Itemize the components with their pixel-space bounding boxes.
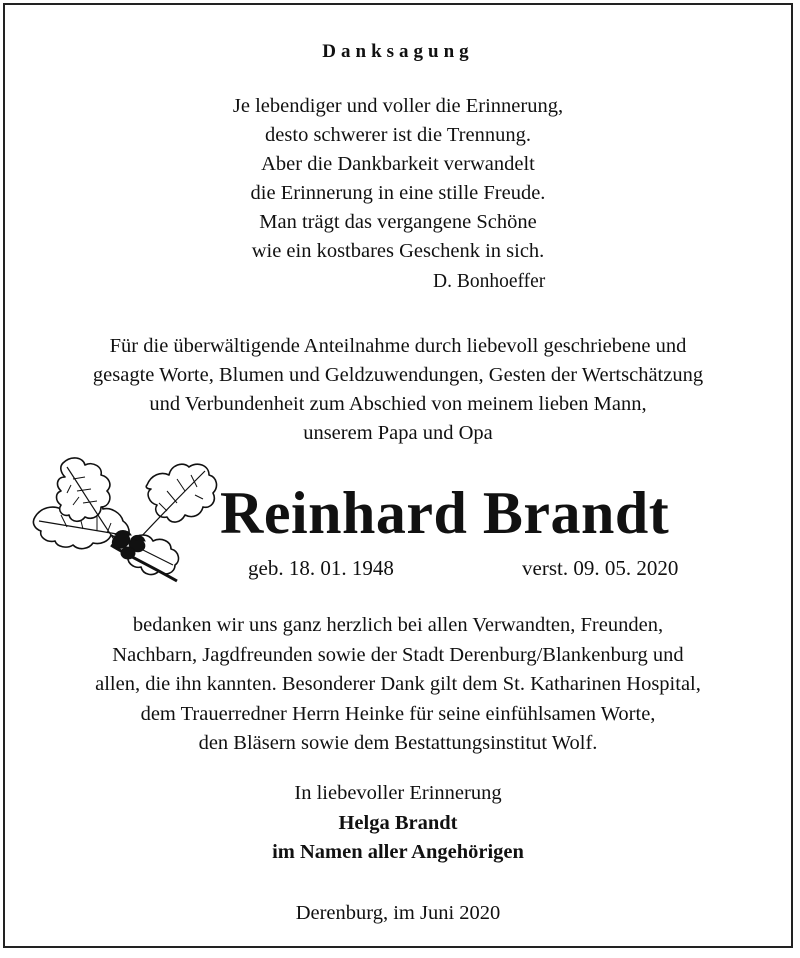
death-date: verst. 09. 05. 2020	[522, 556, 679, 580]
birth-date: geb. 18. 01. 1948	[248, 556, 394, 580]
acknowledgement-block	[5, 611, 791, 759]
acknowledgement-line: bedanken wir uns ganz herzlich bei allen Verwandten, Freunden,	[132, 614, 664, 636]
heading: Danksagung	[322, 41, 474, 62]
thanks-line: Für die überwältigende Anteilnahme durch liebevoll geschriebene und	[109, 335, 687, 357]
oak-leaves-acorn-icon	[27, 445, 222, 587]
thanks-line: und Verbundenheit zum Abschied von meinem lieben Mann,	[149, 393, 647, 415]
deceased-name: Reinhard Brandt	[220, 480, 670, 546]
quote-line: Je lebendiger und voller die Erinnerung,	[232, 95, 564, 117]
acknowledgement-line: allen, die ihn kannten. Besonderer Dank gilt dem St. Katharinen Hospital,	[95, 673, 701, 695]
thanks-line: unserem Papa und Opa	[303, 422, 493, 444]
quote-block	[5, 92, 791, 266]
signer-subline: im Namen aller Angehörigen	[272, 841, 524, 863]
acknowledgement-line: dem Trauerredner Herrn Heinke für seine einfühlsamen Worte,	[140, 702, 656, 725]
closing-block	[5, 779, 791, 868]
obituary-notice	[3, 3, 793, 948]
quote-line: Man trägt das vergangene Schöne	[259, 211, 537, 233]
closing-intro: In liebevoller Erinnerung	[294, 782, 502, 804]
thanks-line: gesagte Worte, Blumen und Geldzuwendungen, Gesten der Wertschätzung	[92, 364, 704, 386]
acknowledgement-line: Nachbarn, Jagdfreunden sowie der Stadt Derenburg/Blankenburg und	[112, 643, 684, 666]
place-date: Derenburg, im Juni 2020	[295, 902, 501, 924]
acknowledgement-line: den Bläsern sowie dem Bestattungsinstitut Wolf.	[198, 732, 598, 754]
quote-line: wie ein kostbares Geschenk in sich.	[251, 240, 545, 262]
quote-line: die Erinnerung in eine stille Freude.	[250, 182, 546, 204]
thanks-block	[5, 332, 791, 448]
quote-line: Aber die Dankbarkeit verwandelt	[261, 153, 535, 175]
quote-line: desto schwerer ist die Trennung.	[265, 124, 531, 146]
quote-author: D. Bonhoeffer	[433, 271, 546, 292]
signer-name: Helga Brandt	[338, 811, 458, 834]
